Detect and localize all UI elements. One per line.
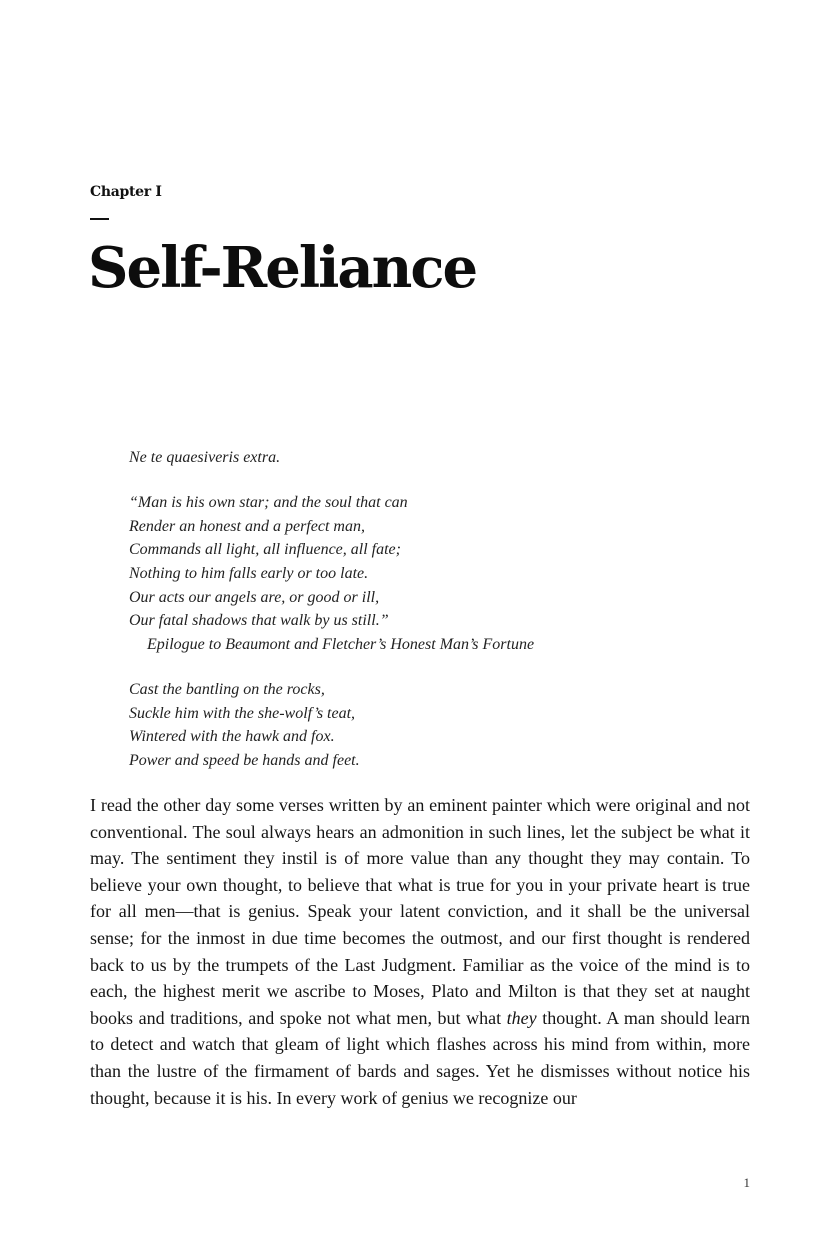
stanza-gap [129, 656, 749, 678]
poem-line: Nothing to him falls early or too late. [129, 564, 369, 582]
poem-line: Power and speed be hands and feet. [129, 751, 360, 769]
poem-line: Render an honest and a perfect man, [129, 517, 365, 535]
epigraph-motto: Ne te quaesiveris extra. [129, 449, 281, 466]
stanza-gap [129, 470, 749, 492]
chapter-label: Chapter I [90, 184, 162, 200]
body-text-segment: thought. A man should learn to detect and watch that gleam of light which flashes across his mind from within, more than the lustre of the firmament of bards and sages. Yet he dismisses without notice his thought, because it is his. In every work of genius we recognize our [90, 1007, 751, 1108]
epigraph [129, 446, 749, 772]
poem-line: Our acts our angels are, or good or ill, [129, 588, 380, 606]
poem-line: Commands all light, all influence, all fate; [129, 541, 401, 559]
poem-line: Cast the bantling on the rocks, [129, 680, 325, 698]
chapter-divider [90, 218, 109, 220]
page-number: 1 [743, 1175, 750, 1190]
emphasized-word: they [506, 1007, 537, 1028]
poem-attribution: Epilogue to Beaumont and Fletcher’s Honest Man’s Fortune [147, 635, 535, 653]
poem-line: “Man is his own star; and the soul that can [129, 494, 408, 512]
body-paragraph [90, 792, 750, 1111]
poem-line: Our fatal shadows that walk by us still.” [129, 612, 389, 630]
poem-line: Wintered with the hawk and fox. [129, 728, 335, 746]
chapter-title: Self-Reliance [88, 235, 477, 301]
poem-line: Suckle him with the she-wolf’s teat, [129, 704, 356, 722]
body-text-segment: I read the other day some verses written by an eminent painter which were original and not conventional. The soul always hears an admonition in such lines, let the subject be what it may. The sentiment they instil is of more value than any thought they may contain. To believe your own thought, to believe that what is true for you in your private heart is true for all men—that is genius. Speak your latent conviction, and it shall be the universal sense; for the inmost in due time becomes the outmost, and our first thought is rendered back to us by the trumpets of the Last Judgment. Familiar as the voice of the mind is to each, the highest merit we ascribe to Moses, Plato and Milton is that they set at naught books and traditions, and spoke not what men, but what [90, 795, 750, 1028]
